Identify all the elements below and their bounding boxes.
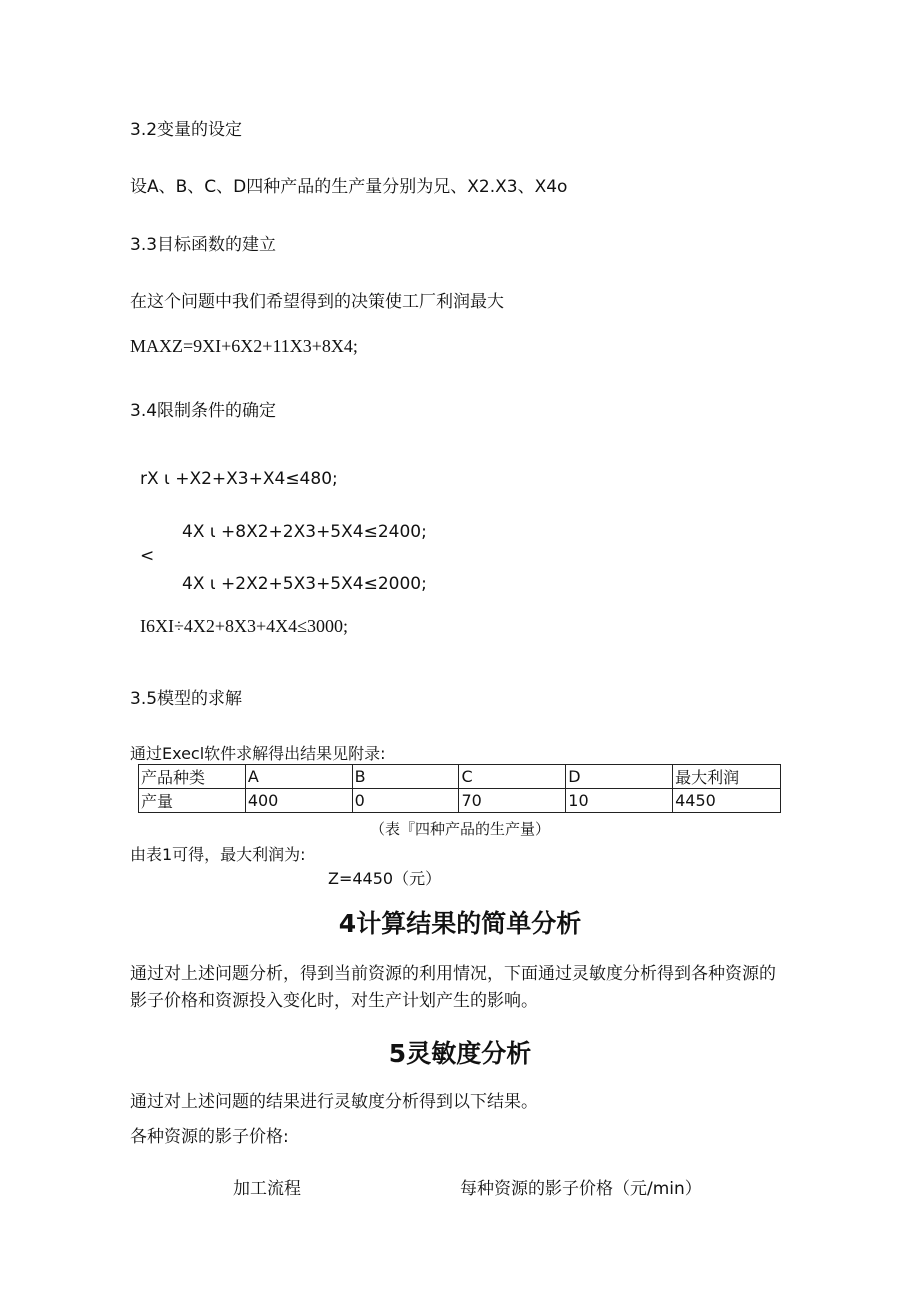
objective-formula: MAXZ=9XI+6X2+11X3+8X4; <box>130 336 358 356</box>
section-3-5-intro: 通过Execl软件求解得出结果见附录: <box>130 744 386 763</box>
section-4-paragraph-line-2: 影子价格和资源投入变化时，对生产计划产生的影响。 <box>130 991 538 1011</box>
section-3-3-text: 在这个问题中我们希望得到的决策使工厂利润最大 <box>130 292 504 312</box>
table-cell: 4450 <box>673 789 781 813</box>
column-label-process: 加工流程 <box>233 1179 301 1199</box>
section-3-2-heading: 3.2变量的设定 <box>130 120 243 140</box>
table-header-cell: D <box>566 765 673 789</box>
constraint-3: 4X ι +2X2+5X3+5X4≤2000; <box>182 574 427 594</box>
table-cell: 0 <box>352 789 459 813</box>
max-profit-text: 由表1可得，最大利润为: <box>130 845 306 864</box>
section-3-3-heading: 3.3目标函数的建立 <box>130 235 277 255</box>
table-cell: 400 <box>245 789 352 813</box>
section-5-title: 5灵敏度分析 <box>388 1039 532 1068</box>
shadow-price-label: 各种资源的影子价格: <box>130 1127 289 1147</box>
section-3-2-text: 设A、B、C、D四种产品的生产量分别为兄、X2.X3、X4o <box>130 177 568 197</box>
constraint-brace: < <box>140 546 155 566</box>
section-3-5-heading: 3.5模型的求解 <box>130 689 243 709</box>
table-row <box>139 789 781 813</box>
table-header-cell: C <box>459 765 566 789</box>
section-5-paragraph: 通过对上述问题的结果进行灵敏度分析得到以下结果。 <box>130 1092 538 1112</box>
section-3-4-heading: 3.4限制条件的确定 <box>130 401 277 421</box>
table-cell: 70 <box>459 789 566 813</box>
constraint-4: I6XI÷4X2+8X3+4X4≤3000; <box>140 616 349 636</box>
table-cell: 10 <box>566 789 673 813</box>
table-cell: 产量 <box>139 789 246 813</box>
constraint-2: 4X ι +8X2+2X3+5X4≤2400; <box>182 522 427 542</box>
table-header-cell: A <box>245 765 352 789</box>
production-table <box>138 764 781 813</box>
constraint-1: rX ι +X2+X3+X4≤480; <box>140 469 338 489</box>
section-4-title: 4计算结果的简单分析 <box>338 909 582 938</box>
section-4-paragraph-line-1: 通过对上述问题分析，得到当前资源的利用情况，下面通过灵敏度分析得到各种资源的 <box>130 964 776 984</box>
table-header-row <box>139 765 781 789</box>
table-header-cell: 产品种类 <box>139 765 246 789</box>
table-header-cell: B <box>352 765 459 789</box>
table-header-cell: 最大利润 <box>673 765 781 789</box>
column-label-shadow-price: 每种资源的影子价格（元/min） <box>460 1179 702 1199</box>
table-caption: （表『四种产品的生产量） <box>369 820 550 838</box>
max-profit-result: Z=4450（元） <box>328 869 442 888</box>
